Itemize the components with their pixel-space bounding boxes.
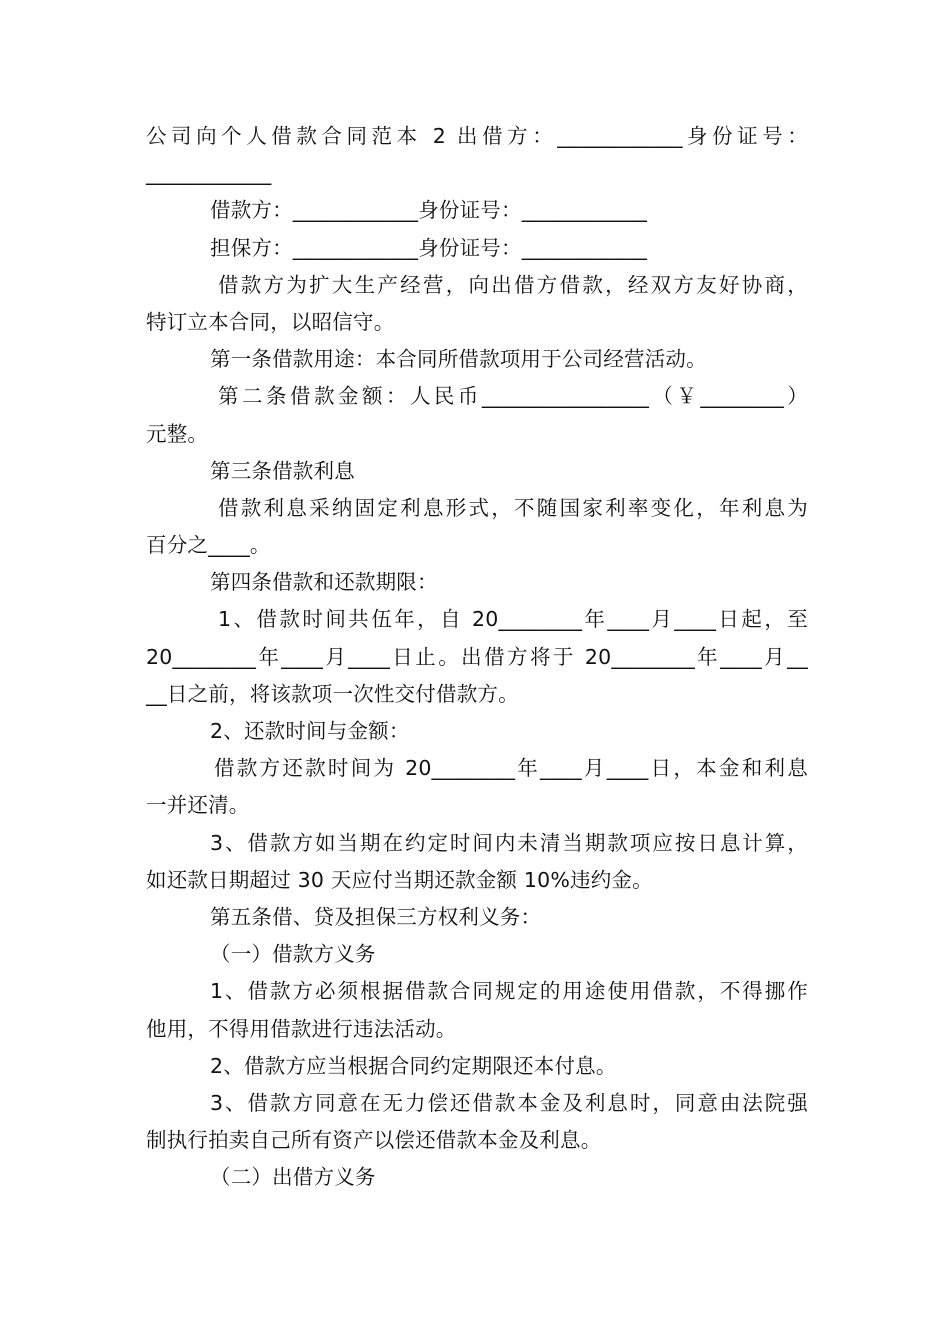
- borrower-obligation-1-line-2: 他用，不得用借款进行违法活动。: [146, 1016, 457, 1041]
- title-lender-line: 公司向个人借款合同范本 2 出借方：____________身份证号：: [146, 124, 808, 148]
- borrower-obligations-heading: （一）借款方义务: [210, 942, 376, 967]
- article-4-item-2-line-1: 借款方还款时间为 20________年____月____日，本金和利息: [214, 756, 808, 781]
- borrower-obligation-3-line-1: 3、借款方同意在无力偿还借款本金及利息时，同意由法院强: [210, 1090, 808, 1115]
- borrower-obligation-1-line-1: 1、借款方必须根据借款合同规定的用途使用借款，不得挪作: [210, 979, 808, 1004]
- lender-obligations-heading: （二）出借方义务: [210, 1165, 376, 1190]
- article-3-interest-line-2: 百分之____。: [146, 533, 271, 558]
- article-4-item-1-line-3: __日之前，将该款项一次性交付借款方。: [146, 681, 519, 706]
- article-3-heading: 第三条借款利息: [210, 458, 355, 483]
- article-4-heading: 第四条借款和还款期限：: [210, 570, 438, 595]
- borrower-line: 借款方：____________身份证号：____________: [210, 198, 648, 223]
- article-3-interest-line-1: 借款利息采纳固定利息形式，不随国家利率变化，年利息为: [218, 495, 808, 520]
- article-2-amount-line-2: 元整。: [146, 421, 209, 446]
- guarantor-line: 担保方：____________身份证号：____________: [210, 235, 648, 260]
- article-4-item-3-line-1: 3、借款方如当期在约定时间内未清当期款项应按日息计算，: [210, 830, 808, 855]
- contract-body: [146, 118, 808, 1196]
- article-5-heading: 第五条借、贷及担保三方权利义务：: [210, 904, 542, 929]
- borrower-obligation-2: 2、借款方应当根据合同约定期限还本付息。: [210, 1053, 617, 1078]
- lender-id-blank-line: ____________: [146, 161, 272, 186]
- article-2-amount-line-1: 第二条借款金额：人民币________________（￥________）: [218, 384, 808, 409]
- article-4-item-2-heading: 2、还款时间与金额：: [210, 719, 410, 743]
- article-4-item-2-line-2: 一并还清。: [146, 793, 250, 818]
- article-1-purpose: 第一条借款用途：本合同所借款项用于公司经营活动。: [210, 347, 707, 372]
- article-4-item-1-line-2: 20________年____月____日止。出借方将于 20________年____月__: [146, 644, 808, 669]
- preamble-line-1: 借款方为扩大生产经营，向出借方借款，经双方友好协商，: [218, 272, 808, 297]
- borrower-obligation-3-line-2: 制执行拍卖自己所有资产以偿还借款本金及利息。: [146, 1128, 602, 1153]
- article-4-item-1-line-1: 1、借款时间共伍年，自 20________年____月____日起，至: [218, 607, 808, 632]
- preamble-line-2: 特订立本合同，以昭信守。: [146, 309, 395, 334]
- article-4-item-3-line-2: 如还款日期超过 30 天应付当期还款金额 10%违约金。: [146, 867, 653, 892]
